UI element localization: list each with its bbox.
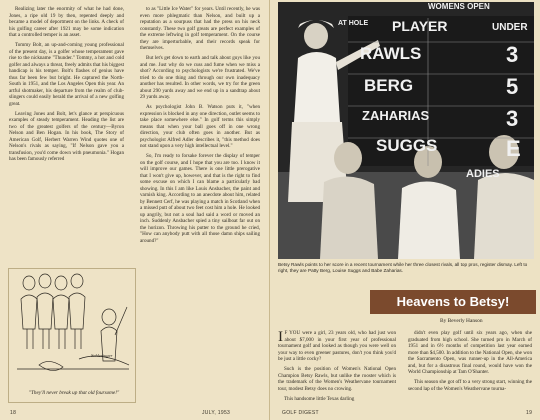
- left-col-2-paragraph: [140, 6, 260, 52]
- board-banner: WOMENS OPEN: [428, 2, 490, 11]
- photo-caption: Betsy Rawls points to her score in a recent tournament while her three closest rivals, all top pros, register dismay. Left to right, they are Patty Berg, Louise Suggs and Babe Zaharias.: [278, 262, 528, 273]
- right-column-1: [278, 330, 396, 406]
- board-at-hole: AT HOLE: [338, 20, 369, 27]
- board-score-1: 3: [506, 42, 519, 67]
- left-col-1-paragraph: [9, 111, 124, 163]
- article-byline: By Beverly Hanson: [440, 318, 483, 324]
- board-name-1: RAWLS: [360, 44, 422, 63]
- left-col-2-text: As psychologist John B. Watson puts it, "when expression is blocked in any one direction, outlet seems to take place somewhere else." In golf terms this simply means that when your ball goes off in one wrong direction, your club often goes in another. But as psychologist Alfred Adler describes it, "this method does not stand upon a very high intellectual level.": [140, 104, 260, 150]
- left-col-1-paragraph: [9, 6, 124, 39]
- left-column-2: [140, 6, 260, 248]
- board-ladies: ADIES: [466, 168, 500, 180]
- left-col-1-text: Tommy Bolt, an up-and-coming young professional of the present day, is a golfer whose temperament gave rise to the nickname "Thunder." Tommy, a hot and cold golfer and always a threat, freely admits that his biggest handicap is his temper. Bolt's flashes of genius have thus far been few but bright. He captured the North-South in 1951, and the Los Angeles Open this year. An artful shotmaker, his departure from the realm of club-slingers could easily herald the arrival of a new golfing great.: [9, 42, 124, 107]
- right-column-2: [408, 330, 532, 396]
- left-col-2-paragraph: [140, 153, 260, 244]
- board-name-3: ZAHARIAS: [362, 108, 430, 123]
- board-under: UNDER: [492, 22, 528, 33]
- right-col-2-paragraph: [408, 379, 532, 392]
- page-number-right: 19: [526, 410, 533, 416]
- magazine-name: GOLF DIGEST: [282, 410, 319, 416]
- cartoon-caption: "They'll never break up that old foursome!": [28, 390, 120, 396]
- scoreboard-photo: [278, 2, 534, 259]
- board-score-3: 3: [506, 106, 519, 131]
- right-col-2-paragraph: [408, 330, 532, 376]
- right-col-1-text: This handsome little Texas darling: [284, 395, 355, 402]
- board-name-2: BERG: [364, 76, 414, 95]
- right-col-2-text: This season she got off to a very strong start, winning the second lap of the Women's Weathervane tourna-: [408, 379, 532, 392]
- left-col-2-text: So, I'm ready to forsake forever the display of temper on the golf course, and I hope that you are too. I know it will improve our games. There is one little prerogative that I won't give up, however, and that is the right to find some excuse on which I can blame a particularly bad showing. In this I am like Louis Ansbacher, the paint and varnish king. According to an anecdote about him, related by Bennett Cerf, he was playing a match in Scotland when a missed putt of about two feet cost him a hole. He looked up angrily, but not a soul had said a word or moved an inch. Suddenly Ansbacher spied a tiny sailboat far out on the horizon. Throwing his putter to the ground he cried, "How can anybody putt with all those damn ships sailing around?": [140, 153, 260, 244]
- issue-date: JULY, 1953: [202, 410, 231, 416]
- cartoon-signature: Schlesiuger: [91, 353, 113, 358]
- board-name-4: SUGGS: [376, 136, 438, 155]
- left-col-2-text: to as "Little Ice Water" for years. Until recently, he was even more phlegmatic than Nelson, and built up a reputation as a sourpuss that had the press on his neck constantly. These two golf greats are perfect examples of the extreme leftwing in golf temperament. On the course they are imperturbable, and their records speak for themselves.: [140, 6, 260, 51]
- right-col-1-text: F YOU were a girl, 23 years old, who had just won about $7,000 in your first year of professional tournament golf and looked as though you were well on your way to even greener pastures, don't you think you'd be just a little cocky?: [278, 330, 396, 362]
- article-headline: Heavens to Betsy!: [370, 290, 536, 314]
- left-col-1-text: Leaving Jones and Bolt, let's glance at perspicuous examples of steady temperament. Heading the list are two of the greatest golfers of the century—Byron Nelson and Ben Hogan. In his book, The Story of American Golf, Herbert Warren Wind quotes one of Nelson's rivals as saying, "If Nelson gave you a transfusion, you'd come down with pneumonia." Hogan has been famously referred: [9, 110, 124, 163]
- left-col-1-paragraph: [9, 42, 124, 107]
- left-col-2-text: But let's get down to earth and talk about guys like you and me. Just why do we cuss and fume when we miss a shot? According to psychologists we're frustrated. We've tried to do one thing and through our own inadequacy another has resulted. In other words, we try for the green about 290 yards away and we end up in a sandtrap about 29 yards away.: [140, 55, 260, 101]
- left-col-2-paragraph: [140, 104, 260, 150]
- board-player: PLAYER: [392, 18, 448, 34]
- board-score-2: 5: [506, 74, 519, 99]
- left-col-1-text: Realizing later the enormity of what he had done, Jones, a ripe old 19 by then, repented deeply and became a model of deportment on the links. A check of his golfing career after 1921 may be some indication that a controlled temper is an asset.: [9, 6, 124, 38]
- right-col-2-text: didn't even play golf until six years ago, when she graduated from high school. She turned pro in March of 1951 and in 6½ months of competition last year earned more than $4,500. In addition to the National Open, she won the Sacramento Open, was runner-up in the All-America and, but for a disastrous final round, would have won the World Championship at Tam O'Shanter.: [408, 330, 532, 375]
- right-page: [270, 0, 540, 420]
- page-number-left: 18: [10, 410, 17, 416]
- board-score-4: E: [506, 136, 521, 161]
- cartoon-illustration: [8, 268, 136, 403]
- right-col-1-paragraph: [278, 366, 396, 392]
- drop-cap: I: [278, 329, 283, 345]
- right-col-1-text: Such is the position of Women's National Open Champion Betsy Rawls, but unlike the rooster which is the trademark of the Women's Weathervane tournament tour, modest Betsy does no crowing.: [278, 366, 396, 392]
- right-col-1-paragraph: [278, 396, 396, 403]
- right-col-1-paragraph: [278, 330, 396, 363]
- left-column-1: [9, 6, 124, 166]
- left-col-2-paragraph: [140, 55, 260, 101]
- cartoon-drawing: [9, 269, 135, 389]
- photo-shapes: [278, 2, 534, 259]
